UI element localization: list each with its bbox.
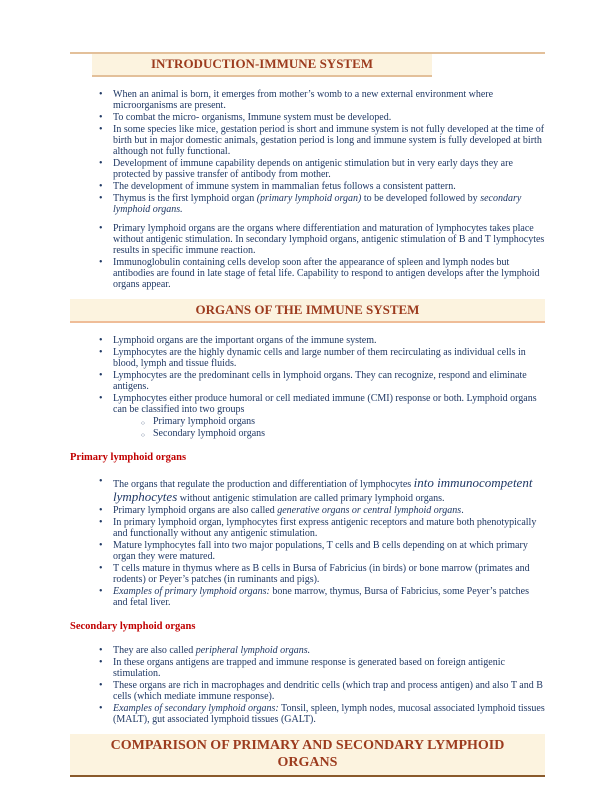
text-run: generative organs or central lymphoid organs bbox=[277, 505, 462, 516]
document-content bbox=[0, 52, 612, 777]
bullet-item bbox=[97, 181, 545, 192]
bullet-item bbox=[97, 563, 545, 585]
text-run: Examples of secondary lymphoid organs: bbox=[113, 703, 279, 714]
bullet-item bbox=[97, 257, 545, 290]
text-run: Primary lymphoid organs bbox=[153, 416, 256, 427]
text-run: Primary lymphoid organs are the organs where differentiation and maturation of lymphocytes takes place without antigenic stimulation. In secondary lymphoid organs, antigenic stimulation of B and T lymphocytes results in specific immune reaction. bbox=[113, 223, 545, 256]
bullet-item bbox=[97, 657, 545, 679]
primary-lymphoid-subheading: Primary lymphoid organs bbox=[70, 452, 187, 463]
text-run: Lymphocytes are the highly dynamic cells and large number of them recirculating as individual cells in blood, lymph and tissue fluids. bbox=[113, 347, 526, 369]
secondary-bullet-list bbox=[70, 645, 545, 725]
text-run: They are also called bbox=[113, 645, 196, 656]
organs-section-title-text: ORGANS OF THE IMMUNE SYSTEM bbox=[195, 302, 420, 317]
text-run: Tonsil, spleen, lymph nodes, mucosal associated lymphoid tissues (MALT), gut associated lymphoid tissues (GALT). bbox=[113, 703, 545, 725]
organs-bullet-list bbox=[70, 335, 545, 439]
bullet-item bbox=[97, 193, 545, 215]
bullet-item bbox=[97, 112, 545, 123]
organs-section-title bbox=[70, 299, 545, 323]
text-run: To combat the micro- organisms, Immune system must be developed. bbox=[113, 112, 392, 123]
text-run: Mature lymphocytes fall into two major populations, T cells and B cells depending on at which primary organ they were matured. bbox=[113, 540, 528, 562]
text-run: (primary lymphoid organ) bbox=[256, 193, 362, 204]
text-run: secondary lymphoid organs. bbox=[113, 193, 522, 215]
bullet-item bbox=[97, 645, 545, 656]
text-run: Lymphocytes are the predominant cells in lymphoid organs. They can recognize, respond and eliminate antigens. bbox=[113, 370, 527, 392]
text-run: In primary lymphoid organ, lymphocytes first express antigenic receptors and mature both phenotypically and functionally without any antigenic stimulation. bbox=[113, 517, 537, 539]
text-run: Examples of primary lymphoid organs: bbox=[113, 586, 270, 597]
bullet-item bbox=[97, 335, 545, 346]
text-run: Development of immune capability depends on antigenic stimulation but in very early days they are protected by passive transfer of antibody from mother. bbox=[113, 158, 513, 180]
bullet-item bbox=[97, 476, 545, 504]
text-run: . bbox=[461, 505, 464, 516]
text-run: In these organs antigens are trapped and immune response is generated based on foreign antigenic stimulation. bbox=[113, 657, 505, 679]
text-run: These organs are rich in macrophages and dendritic cells (which trap and process antigen) and also T and B cells (which mediate immune response). bbox=[113, 680, 543, 702]
bullet-item bbox=[97, 158, 545, 180]
bullet-item bbox=[97, 370, 545, 392]
text-run: The development of immune system in mammalian fetus follows a consistent pattern. bbox=[113, 181, 456, 192]
text-run: The organs that regulate the production and differentiation of lymphocytes bbox=[113, 479, 414, 490]
text-run: bone marrow, thymus, Bursa of Fabricius, some Peyer’s patches and fetal liver. bbox=[113, 586, 529, 608]
text-run: In some species like mice, gestation period is short and immune system is not fully developed at the time of birth but in major domestic animals, gestation period is long and immune system is fully developed at birth although not fully functional. bbox=[113, 124, 545, 157]
text-run: Thymus is the first lymphoid organ bbox=[113, 193, 257, 204]
bullet-item bbox=[137, 416, 545, 427]
secondary-lymphoid-subheading: Secondary lymphoid organs bbox=[70, 621, 196, 632]
text-run: Secondary lymphoid organs bbox=[153, 428, 266, 439]
bullet-item bbox=[97, 124, 545, 157]
bullet-item bbox=[97, 223, 545, 256]
bullet-item bbox=[97, 89, 545, 111]
bullet-item bbox=[97, 680, 545, 702]
bullet-item bbox=[97, 393, 545, 415]
text-run: Primary lymphoid organs are also called bbox=[113, 505, 278, 516]
intro-bullet-list bbox=[70, 89, 545, 290]
primary-bullet-list bbox=[70, 476, 545, 608]
intro-section-title bbox=[92, 54, 432, 77]
comparison-section-title bbox=[70, 734, 545, 777]
bullet-item bbox=[97, 517, 545, 539]
text-run: into immunocompetent lymphocytes bbox=[113, 475, 533, 504]
bullet-item bbox=[97, 586, 545, 608]
intro-section-title-text: INTRODUCTION-IMMUNE SYSTEM bbox=[150, 56, 374, 71]
text-run: Lymphoid organs are the important organs of the immune system. bbox=[113, 335, 377, 346]
text-run: to be developed followed by bbox=[361, 193, 481, 204]
bullet-item bbox=[97, 703, 545, 725]
bullet-item bbox=[97, 505, 545, 516]
text-run: Immunoglobulin containing cells develop soon after the appearance of spleen and lymph nodes but antibodies are found in late stage of fetal life. Capability to respond to antigen develops after the lymphoid organs appear. bbox=[113, 257, 540, 290]
text-run: Lymphocytes either produce humoral or cell mediated immune (CMI) response or both. Lymphoid organs can be classified into two groups bbox=[113, 393, 537, 415]
text-run: peripheral lymphoid organs. bbox=[195, 645, 311, 656]
text-run: When an animal is born, it emerges from mother’s womb to a new external environment where microorganisms are present. bbox=[113, 89, 494, 111]
bullet-item bbox=[97, 540, 545, 562]
text-run: T cells mature in thymus where as B cells in Bursa of Fabricius (in birds) or bone marrow (primates and rodents) or Peyer’s patches (in ruminants and pigs). bbox=[113, 563, 530, 585]
comparison-section-title-text: COMPARISON OF PRIMARY AND SECONDARY LYMPHOID ORGANS bbox=[110, 738, 505, 770]
text-run: without antigenic stimulation are called primary lymphoid organs. bbox=[177, 493, 445, 504]
bullet-item bbox=[137, 428, 545, 439]
intro-section-heading bbox=[70, 52, 545, 77]
bullet-item bbox=[97, 347, 545, 369]
